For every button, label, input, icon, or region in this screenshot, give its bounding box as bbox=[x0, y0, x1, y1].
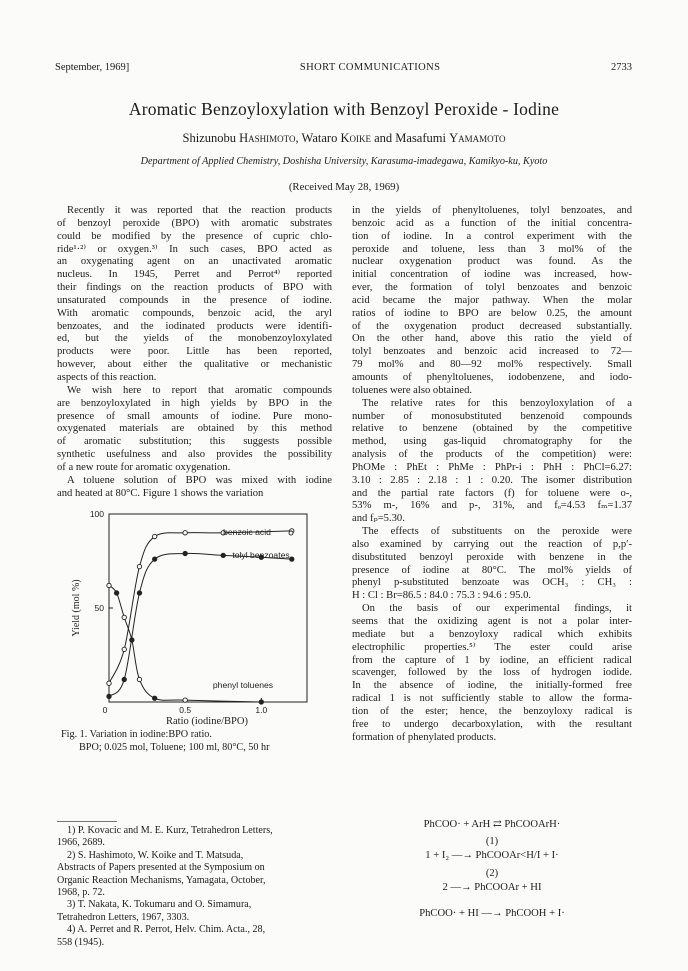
equation-1 bbox=[352, 818, 632, 836]
equation-2-text: 1 + I₂ —→ PhCOOAr<H/I + I· bbox=[425, 850, 559, 861]
tolyl-benzoates-point bbox=[122, 678, 126, 682]
text-line: A toluene solution of BPO was mixed with iodine bbox=[67, 474, 332, 486]
text-line: an oxygenating agent on an unactivated aromatic bbox=[57, 256, 332, 268]
references bbox=[57, 825, 332, 949]
text-line: initial concentration of iodine was increased, how- bbox=[352, 269, 632, 281]
phenyl-toluenes-point bbox=[152, 696, 156, 700]
reaction-scheme bbox=[352, 818, 632, 926]
text-line: synthetic usefulness and also provides the possibility bbox=[57, 449, 332, 461]
text-line: free to undergo decarboxylation, with the resultant bbox=[352, 718, 632, 730]
right-column-text bbox=[352, 205, 632, 744]
text-line: 79 mol% and 80—92 mol% respectively. Small bbox=[352, 359, 632, 371]
text-line: electrophilic properties.⁵⁾ The ester could arise bbox=[352, 641, 632, 653]
text-line: oxygenated materials are obtained by this method bbox=[57, 423, 332, 435]
text-line: aspects of this reaction. bbox=[57, 371, 157, 383]
text-line: In the absence of iodine, the initially-formed free bbox=[352, 680, 632, 692]
text-line: and fₚ=5.30. bbox=[352, 513, 405, 525]
text-line: radical 1 is not sufficiently stable to allow the forma- bbox=[352, 693, 632, 705]
text-line: With aromatic compounds, benzoic acid, the aryl bbox=[57, 307, 332, 319]
text-line: H : Cl : Br=86.5 : 84.0 : 75.3 : 94.6 : 95.0. bbox=[352, 590, 532, 602]
tolyl-benzoates-point bbox=[107, 695, 111, 699]
text-line: The effects of substituents on the peroxide were bbox=[362, 526, 632, 538]
x-tick-label: 0.5 bbox=[179, 705, 192, 716]
author-list bbox=[0, 131, 688, 146]
equation-2 bbox=[352, 850, 632, 868]
text-line: peroxide and toluene, less than 3 mol% of the bbox=[352, 243, 632, 255]
running-head-date: September, 1969] bbox=[55, 61, 130, 73]
y-tick-label: 50 bbox=[94, 603, 104, 614]
text-line: nuclear oxygenation product was found. As the bbox=[352, 256, 632, 268]
received-date: (Received May 28, 1969) bbox=[288, 181, 400, 193]
affiliation: Department of Applied Chemistry, Doshisha University, Karasuma-imadegawa, Kamikyo-ku, Kyoto bbox=[140, 156, 548, 167]
x-axis-title: Ratio (iodine/BPO) bbox=[166, 716, 248, 728]
text-line: and the partial rate factors (f) for toluene were o-, bbox=[352, 487, 632, 499]
equation-1-text: PhCOO· + ArH ⇄ PhCOOArH· bbox=[423, 819, 561, 830]
text-line: from the capture of 1 by iodine, an efficient radical bbox=[352, 654, 632, 666]
reference-line: 2) S. Hashimoto, W. Koike and T. Matsuda, bbox=[67, 849, 244, 861]
text-line: ride¹·²⁾ or oxygen.³⁾ In such cases, BPO acted as bbox=[57, 243, 332, 255]
phenyl-toluenes-label: phenyl toluenes bbox=[212, 680, 274, 691]
benzoic-acid-label: benzoic acid bbox=[223, 527, 271, 538]
author-3-given: and Masafumi bbox=[370, 131, 450, 145]
reference-line: Abstracts of Papers presented at the Symposium on bbox=[57, 862, 265, 874]
text-line: are benzoyloxylated in high yields by BPO in the bbox=[57, 397, 332, 409]
left-column-text bbox=[57, 205, 332, 500]
equation-3 bbox=[352, 882, 632, 900]
text-line: toluenes were also obtained. bbox=[352, 384, 473, 396]
benzoic-acid-point bbox=[183, 531, 187, 535]
text-line: scavenger, followed by the loss of hydrogen iodide. bbox=[352, 667, 632, 679]
text-line: method, using gas-liquid chromatography for the bbox=[352, 436, 632, 448]
text-line: ed, but the yields of the monobenzoyloxylated bbox=[57, 333, 332, 345]
page-number: 2733 bbox=[610, 61, 632, 73]
phenyl-toluenes-point bbox=[122, 616, 126, 620]
equation-4 bbox=[352, 908, 632, 926]
reference-line: 1968, p. 72. bbox=[57, 886, 105, 898]
text-line: Recently it was reported that the reaction products bbox=[67, 205, 332, 216]
tolyl-benzoates-point bbox=[137, 591, 141, 595]
tolyl-benzoates-point bbox=[290, 557, 294, 561]
text-line: ratios of iodine to BPO are below 0.25, the amount bbox=[352, 307, 632, 319]
text-line: their findings on the reaction products of BPO with bbox=[57, 282, 332, 294]
text-line: On the other hand, above this ratio the yield of bbox=[352, 333, 632, 345]
phenyl-toluenes-point bbox=[107, 584, 111, 588]
text-line: could be modified by the presence of cupric chlo- bbox=[57, 230, 332, 242]
text-line: acid became the major pathway. When the molar bbox=[352, 294, 632, 306]
benzoic-acid-point bbox=[137, 565, 141, 569]
plot-frame bbox=[109, 514, 307, 702]
text-line: of the oxygenation product decreased substantially. bbox=[352, 320, 632, 332]
equation-4-text: PhCOO· + HI —→ PhCOOH + I· bbox=[419, 908, 565, 919]
phenyl-toluenes-point bbox=[259, 700, 263, 704]
left-column bbox=[57, 205, 332, 756]
text-line: tolyl benzoates and benzoic acid increased to 72— bbox=[352, 346, 632, 358]
benzoic-acid-point bbox=[107, 681, 111, 685]
text-line: mediate but a benzoyloxy radical which exhibits bbox=[352, 628, 632, 640]
tolyl-benzoates-line bbox=[109, 554, 292, 697]
text-line: We wish here to report that aromatic compounds bbox=[67, 384, 332, 396]
tolyl-benzoates-point bbox=[183, 552, 187, 556]
author-1-family: Hashimoto bbox=[239, 131, 296, 145]
right-column bbox=[352, 205, 632, 744]
text-line: presence of small amounts of iodine. Pure mono- bbox=[57, 410, 332, 422]
author-2-given: , Wataro bbox=[295, 131, 341, 145]
text-line: of benzoyl peroxide (BPO) with aromatic substrates bbox=[57, 217, 332, 229]
tolyl-benzoates-label: tolyl benzoates bbox=[232, 550, 290, 561]
text-line: tion of the ester; hence, the benzoyloxy radical is bbox=[352, 705, 632, 717]
figure-1 bbox=[57, 506, 332, 756]
equation-3-text: 2 —→ PhCOOAr + HI bbox=[442, 882, 542, 893]
text-line: disubstituted benzoyl peroxide with benzene in the bbox=[352, 551, 632, 563]
y-axis-title: Yield (mol %) bbox=[71, 579, 82, 638]
figure-caption bbox=[57, 729, 332, 754]
y-tick-label: 100 bbox=[89, 509, 104, 520]
benzoic-acid-point bbox=[122, 648, 126, 652]
text-line: however, about either the qualitative or mechanistic bbox=[57, 359, 332, 371]
equation-2-number: (2) bbox=[485, 868, 499, 879]
tolyl-benzoates-point bbox=[221, 554, 225, 558]
phenyl-toluenes-point bbox=[114, 591, 118, 595]
text-line: unsaturated compounds in the presence of iodine. bbox=[57, 294, 332, 306]
text-line: number of monosubstituted benzenoid compounds bbox=[352, 410, 632, 422]
reference-line: 3) T. Nakata, K. Tokumaru and O. Simamura, bbox=[67, 899, 252, 911]
text-line: also examined by carrying out the reaction of p,p′- bbox=[352, 538, 632, 550]
reference-line: 4) A. Perret and R. Perrot, Helv. Chim. Acta., 28, bbox=[67, 924, 266, 936]
text-line: presence of iodine at 80°C. The mol% yields of bbox=[352, 564, 632, 576]
figure-caption-line-2: BPO; 0.025 mol, Toluene; 100 ml, 80°C, 50 hr bbox=[79, 741, 270, 753]
benzoic-acid-point bbox=[152, 535, 156, 539]
text-line: in the yields of phenyltoluenes, tolyl benzoates, and bbox=[352, 205, 632, 216]
text-line: and heated at 80°C. Figure 1 shows the variation bbox=[57, 487, 264, 499]
text-line: of a new route for aromatic oxygenation. bbox=[57, 461, 231, 473]
text-line: 3.10 : 2.85 : 2.18 : 1 : 0.20. The isomer distribution bbox=[352, 474, 632, 486]
tolyl-benzoates-point bbox=[152, 557, 156, 561]
text-line: nucleus. In 1945, Perret and Perrot⁴⁾ reported bbox=[57, 269, 332, 281]
text-line: 53% m-, 16% and p-, 31%, and fₒ=4.53 fₘ=1.37 bbox=[352, 500, 632, 512]
running-head bbox=[55, 60, 632, 74]
text-line: seems that the oxidizing agent is not a polar inter- bbox=[352, 616, 632, 627]
x-tick-label: 0 bbox=[102, 705, 108, 716]
x-tick-label: 1.0 bbox=[255, 705, 268, 716]
figure-caption-line-1: Fig. 1. Variation in iodine:BPO ratio. bbox=[61, 729, 212, 741]
footnote-rule bbox=[57, 821, 117, 822]
phenyl-toluenes-point bbox=[130, 638, 134, 642]
yield-chart bbox=[57, 506, 332, 728]
reference-line: 1) P. Kovacic and M. E. Kurz, Tetrahedron Letters, bbox=[67, 825, 273, 836]
text-line: The relative rates for this benzoyloxylation of a bbox=[362, 397, 632, 409]
text-line: amounts of phenyltoluenes, iodobenzene, and iodo- bbox=[352, 371, 632, 383]
reference-line: Tetrahedron Letters, 1967, 3303. bbox=[57, 911, 190, 923]
benzoic-acid-legend-marker bbox=[289, 531, 293, 535]
text-line: analysis of the products of the competition) were: bbox=[352, 449, 632, 461]
text-line: phenyl p-substituted benzoate was OCH₃ : CH₃ : bbox=[352, 577, 632, 589]
text-line: PhOMe : PhEt : PhMe : PhPr-i : PhH : PhCl=6.27: bbox=[352, 461, 632, 473]
author-2-family: Koike bbox=[340, 131, 371, 145]
text-line: products were poor. Little has been reported, bbox=[57, 346, 332, 358]
text-line: benzoic acid as a function of the initial concentra- bbox=[352, 217, 632, 229]
reference-line: 558 (1945). bbox=[57, 936, 105, 948]
text-line: ever, the formation of tolyl benzoates and benzoic bbox=[352, 282, 632, 294]
running-head-section: SHORT COMMUNICATIONS bbox=[299, 61, 441, 73]
reference-line: 1966, 2689. bbox=[57, 837, 105, 849]
phenyl-toluenes-point bbox=[137, 678, 141, 682]
text-line: relative to benzene (obtained by the competitive bbox=[352, 423, 632, 435]
phenyl-toluenes-point bbox=[183, 698, 187, 702]
article-title: Aromatic Benzoyloxylation with Benzoyl Peroxide - Iodine bbox=[128, 99, 560, 119]
text-line: benzoates, and the iodinated products were identifi- bbox=[57, 320, 332, 332]
author-1-given: Shizunobu bbox=[182, 131, 240, 145]
text-line: of aromatic substitution; this suggests possible bbox=[57, 436, 332, 448]
text-line: tion of iodine. In a control experiment with the bbox=[352, 230, 632, 242]
text-line: On the basis of our experimental findings, it bbox=[362, 603, 632, 615]
text-line: formation of phenylated products. bbox=[352, 731, 497, 743]
equation-1-number: (1) bbox=[485, 836, 499, 847]
reference-line: Organic Reaction Mechanisms, Yamagata, October, bbox=[57, 874, 266, 886]
author-3-family: Yamamoto bbox=[449, 131, 506, 145]
